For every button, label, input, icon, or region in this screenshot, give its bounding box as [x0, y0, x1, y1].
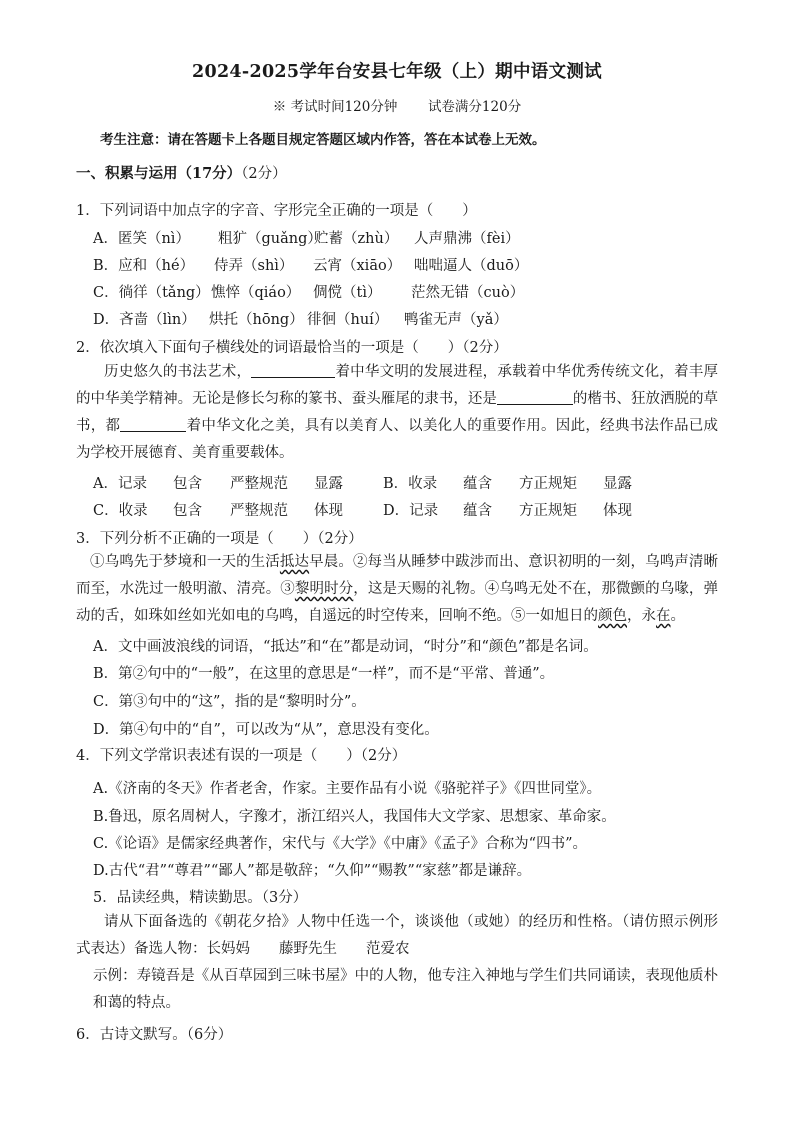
option-item: C．徜徉（tǎng）	[93, 285, 210, 301]
question-1-option-b	[93, 254, 528, 275]
question-5-stem: 5．品读经典，精读勤思。（3分）	[93, 890, 308, 906]
option-item: D．吝啬（lìn）	[93, 312, 196, 328]
wavy-word: 抵达	[279, 554, 310, 570]
option-item: D．记录	[383, 503, 439, 519]
exam-time: ※ 考试时间120分钟	[272, 99, 398, 115]
question-4-option-b: B.鲁迅，原名周树人，字豫才，浙江绍兴人，我国伟大文学家、思想家、革命家。	[93, 809, 616, 825]
question-3-passage	[76, 549, 718, 630]
fill-blank	[120, 417, 186, 433]
full-score: 试卷满分120分	[427, 99, 522, 115]
option-item: 贮蓄（zhù）	[314, 231, 399, 247]
option-item: 蕴含	[463, 503, 492, 519]
question-4-option-a: A.《济南的冬天》作者老舍，作家。主要作品有小说《骆驼祥子》《四世同堂》。	[93, 781, 602, 797]
wavy-word: 黎明时分	[294, 581, 354, 597]
question-4-option-d: D.古代“君”“尊君”“鄙人”都是敬辞；“久仰”“赐教”“家慈”都是谦辞。	[93, 863, 532, 879]
candidate-notice: 考生注意：请在答题卡上各题目规定答题区域内作答，答在本试卷上无效。	[100, 132, 546, 148]
question-3-option-b: B．第②句中的“一般”，在这里的意思是“一样”，而不是“平常、普通”。	[93, 666, 555, 682]
fill-blank	[497, 390, 573, 406]
option-item: 咄咄逼人（duō）	[414, 258, 529, 274]
question-3-option-a: A．文中画波浪线的词语，“抵达”和“在”都是动词，“时分”和“颜色”都是名词。	[93, 639, 598, 655]
passage-text: 着中华文明的发展进程，承载着中华优秀传统文化，	[335, 364, 675, 380]
option-item: B．收录	[383, 476, 438, 492]
question-5-prompt: 请从下面备选的《朝花夕拾》人物中任选一个，谈谈他（或她）的经历和性格。（请仿照示例形式表达）备选人物：长妈妈 藤野先生 范爱农	[76, 914, 718, 957]
section-heading	[76, 162, 287, 183]
question-2-stem: 2．依次填入下面句子横线处的词语最恰当的一项是（ ）（2分）	[76, 340, 508, 356]
section-points: （2分）	[241, 166, 287, 182]
passage-text: ①乌鸣先于梦境和一天的生活	[90, 554, 280, 570]
exam-info	[0, 95, 794, 115]
passage-text: 早晨。②每当从睡梦中跋涉而出、意识初明的一刻，乌鸣声清晰而至，水洗过一般明澈、清亮。③	[76, 554, 719, 597]
option-item: 严整规范	[230, 503, 288, 519]
question-6-stem: 6．古诗文默写。（6分）	[76, 1027, 233, 1043]
wavy-word: 在	[656, 608, 671, 624]
passage-text: 的草书，都	[76, 391, 719, 434]
option-item: 鸭雀无声（yǎ）	[404, 312, 508, 328]
option-item: C．收录	[93, 503, 148, 519]
option-item: 方正规矩	[519, 503, 577, 519]
question-4-option-c: C.《论语》是儒家经典著作，宋代与《大学》《中庸》《孟子》合称为“四书”。	[93, 836, 588, 852]
passage-text: 的楷书、狂放洒脱	[572, 391, 689, 407]
option-item: 体现	[314, 503, 343, 519]
option-item: 烘托（hōng）	[209, 312, 304, 328]
question-2-options-row-1	[93, 472, 632, 493]
question-2-options-row-2	[93, 499, 632, 520]
wavy-word: 颜色	[598, 608, 627, 624]
section-title: 一、积累与运用（17分）	[76, 165, 242, 182]
option-item: 显露	[603, 476, 632, 492]
option-item: 包含	[173, 476, 202, 492]
option-item: 蕴含	[463, 476, 492, 492]
option-item: 人声鼎沸（fèi）	[414, 231, 520, 247]
option-item: 憔悴（qiáo）	[211, 285, 301, 301]
passage-text: ，永	[627, 608, 656, 624]
option-item: 包含	[173, 503, 202, 519]
option-item: 徘徊（huí）	[307, 312, 389, 328]
page-title: 2024-2025学年台安县七年级（上）期中语文测试	[192, 62, 602, 82]
option-item: A．匿笑（nì）	[93, 231, 190, 247]
question-5-example: 示例：寿镜吾是《从百草园到三味书屋》中的人物，他专注入神地与学生们共同诵读，表现他质朴和蔼的特点。	[93, 968, 718, 1011]
option-item: 云宵（xiāo）	[313, 258, 402, 274]
question-1-option-d	[93, 308, 508, 329]
question-3-stem: 3．下列分析不正确的一项是（ ）（2分）	[76, 531, 363, 547]
question-1-option-c	[93, 281, 524, 302]
option-item: 方正规矩	[519, 476, 577, 492]
option-item: A．记录	[93, 476, 147, 492]
question-1-stem: 1．下列词语中加点字的字音、字形完全正确的一项是（ ）	[76, 203, 477, 219]
option-item: 体现	[603, 503, 632, 519]
passage-text: 着中华文化之美，具有以美育人、以美化人的重要作用。因此，经典书法作品已成为学校开展德育、美育重要载体。	[76, 418, 719, 461]
passage-text: 历史悠久的书法艺术，	[104, 364, 252, 380]
option-item: 茫然无错（cuò）	[411, 285, 525, 301]
option-item: 粗犷（guǎng）	[218, 231, 322, 247]
option-item: 严整规范	[230, 476, 288, 492]
question-3-option-d: D．第④句中的“自”，可以改为“从”，意思没有变化。	[93, 722, 439, 738]
option-item: 倜傥（tì）	[313, 285, 382, 301]
option-item: 显露	[314, 476, 343, 492]
question-4-stem: 4．下列文学常识表述有误的一项是（ ）（2分）	[76, 748, 407, 764]
passage-text: 着丰厚的中华美学精神。无论是修长匀称的篆书、蚕头雁尾的隶书，还是	[76, 364, 719, 407]
question-2-passage	[76, 359, 718, 467]
passage-text: 。	[670, 608, 685, 624]
option-item: 侍弄（shì）	[214, 258, 294, 274]
question-1-option-a	[93, 227, 520, 248]
question-3-option-c: C．第③句中的“这”，指的是“黎明时分”。	[93, 694, 366, 710]
fill-blank	[251, 363, 335, 379]
passage-text: ，这是天赐的礼物。④乌鸣无处不在，那微颤的乌喙，弹动的舌，如珠如丝如光如电的乌鸣，自遥远的时空传来，回响不绝。⑤一如旭日的	[76, 581, 719, 624]
option-item: B．应和（hé）	[93, 258, 195, 274]
